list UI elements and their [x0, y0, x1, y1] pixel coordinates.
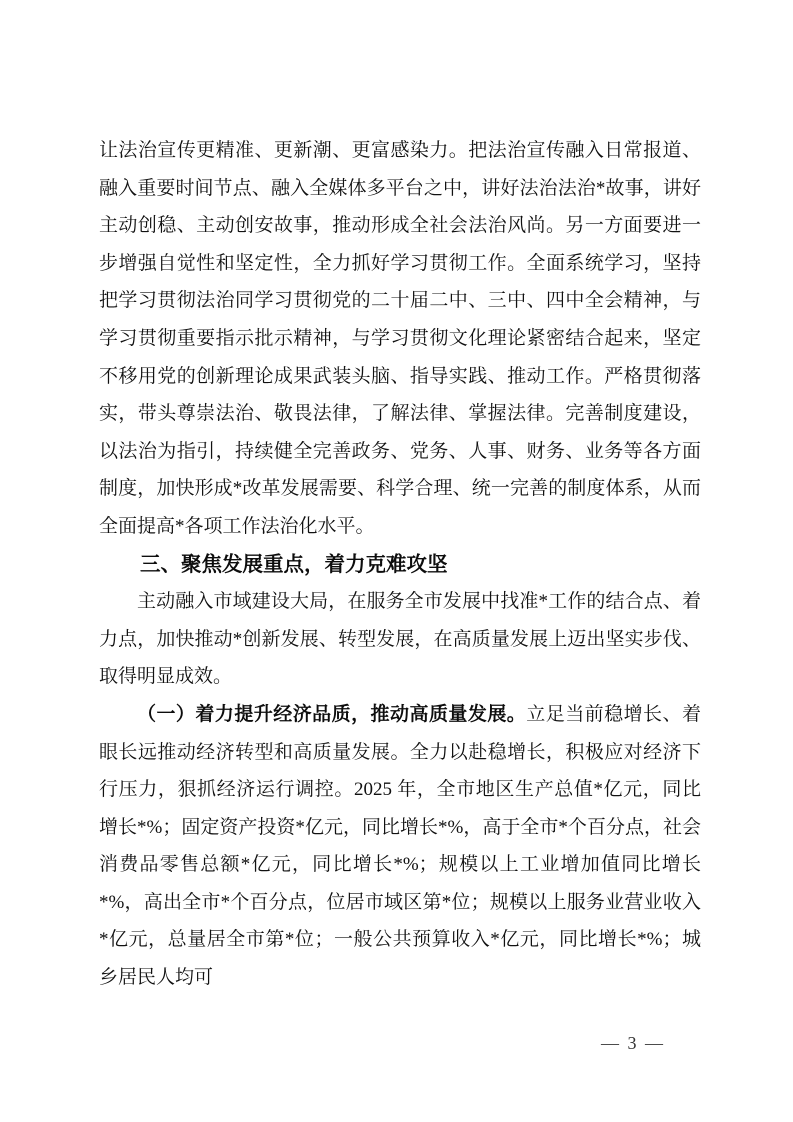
- paragraph-economy-text: 立足当前稳增长、着眼长远推动经济转型和高质量发展。全力以赴稳增长，积极应对经济下行压力，狠抓经济运行调控。2025 年，全市地区生产总值*亿元，同比增长*%；固定资产投资*亿元，同比增长*%，高于全市*个百分点，社会消费品零售总额*亿元，同比增长*%；规模以上工业增加值同比增长*%，高出全市*个百分点，位居市域区第*位；规模以上服务业营业收入*亿元，总量居全市第*位；一般公共预算收入*亿元，同比增长*%；城乡居民人均可: [99, 703, 701, 989]
- paragraph-continuation: 让法治宣传更精准、更新潮、更富感染力。把法治宣传融入日常报道、融入重要时间节点、融入全媒体多平台之中，讲好法治法治*故事，讲好主动创稳、主动创安故事，推动形成全社会法治风尚。另一方面要进一步增强自觉性和坚定性，全力抓好学习贯彻工作。全面系统学习，坚持把学习贯彻法治同学习贯彻党的二十届二中、三中、四中全会精神，与学习贯彻重要指示批示精神，与学习贯彻文化理论紧密结合起来，坚定不移用党的创新理论成果武装头脑、指导实践、推动工作。严格贯彻落实，带头尊崇法治、敬畏法律，了解法律、掌握法律。完善制度建设，以法治为指引，持续健全完善政务、党务、人事、财务、业务等各方面制度，加快形成*改革发展需要、科学合理、统一完善的制度体系，从而全面提高*各项工作法治化水平。: [99, 140, 701, 537]
- section-heading: 三、聚焦发展重点，着力克难攻坚: [140, 552, 448, 576]
- paragraph-overview: 主动融入市域建设大局，在服务全市发展中找准*工作的结合点、着力点，加快推动*创新发展、转型发展，在高质量发展上迈出坚实步伐、取得明显成效。: [99, 591, 701, 688]
- document-content: [99, 132, 701, 997]
- page-number: — 3 —: [601, 1033, 665, 1053]
- subsection-heading-lead: （一）着力提升经济品质，推动高质量发展。: [137, 703, 527, 725]
- paragraph-economy: [99, 696, 701, 997]
